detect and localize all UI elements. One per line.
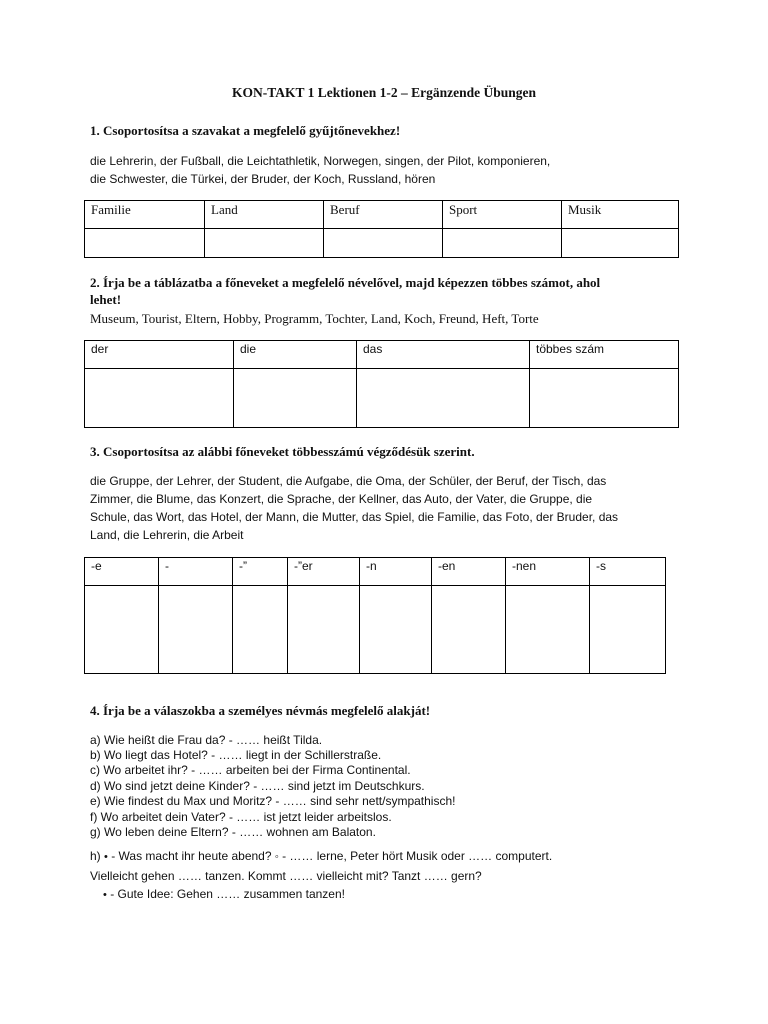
exercise-4-line-g: g) Wo leben deine Eltern? - …… wohnen am Balaton.	[90, 825, 376, 839]
ex1-col-header: Sport	[443, 201, 562, 229]
exercise-4-line-e: e) Wie findest du Max und Moritz? - …… sind sehr nett/sympathisch!	[90, 794, 456, 808]
ex3-col-header: -	[159, 558, 233, 586]
ex3-answer-cell[interactable]	[432, 586, 506, 674]
exercise-4-heading: 4. Írja be a válaszokba a személyes névmás megfelelő alakját!	[90, 703, 431, 718]
exercise-3-table	[84, 557, 666, 674]
ex1-answer-cell[interactable]	[562, 229, 679, 258]
ex3-answer-cell[interactable]	[85, 586, 159, 674]
page-title: KON-TAKT 1 Lektionen 1-2 – Ergänzende Übungen	[231, 85, 537, 100]
exercise-3-words-line-3: Schule, das Wort, das Hotel, der Mann, die Mutter, das Spiel, die Familie, das Foto, der Bruder, das	[90, 510, 619, 524]
exercise-3-words-line-4: Land, die Lehrerin, die Arbeit	[90, 528, 244, 542]
exercise-4-line-d: d) Wo sind jetzt deine Kinder? - …… sind jetzt im Deutschkurs.	[90, 779, 425, 793]
exercise-4-line-b: b) Wo liegt das Hotel? - …… liegt in der Schillerstraße.	[90, 748, 382, 762]
exercise-4-line-c: c) Wo arbeitet ihr? - …… arbeiten bei der Firma Continental.	[90, 763, 411, 777]
hollow-bullet-icon: ◦	[274, 851, 279, 863]
exercise-4-line-h-2: Vielleicht gehen …… tanzen. Kommt …… vielleicht mit? Tanzt …… gern?	[90, 869, 482, 883]
ex1-answer-cell[interactable]	[85, 229, 205, 258]
ex2-col-header: többes szám	[530, 341, 679, 369]
ex2-col-header: der	[85, 341, 234, 369]
ex3-answer-cell[interactable]	[590, 586, 666, 674]
exercise-3-words-line-2: Zimmer, die Blume, das Konzert, die Sprache, der Kellner, das Auto, der Vater, die Gruppe, die	[90, 492, 593, 506]
exercise-4-line-a: a) Wie heißt die Frau da? - …… heißt Tilda.	[90, 733, 323, 747]
ex3-col-header: -e	[85, 558, 159, 586]
ex3-answer-cell[interactable]	[360, 586, 432, 674]
dialogue-text: - Was macht ihr heute abend?	[107, 849, 275, 863]
exercise-1-words-line-1: die Lehrerin, der Fußball, die Leichtathletik, Norwegen, singen, der Pilot, komponieren,	[90, 154, 551, 168]
ex1-col-header: Familie	[85, 201, 205, 229]
item-label: h)	[90, 849, 101, 863]
exercise-4-line-h	[90, 849, 552, 866]
exercise-2-heading-line-2: lehet!	[90, 292, 122, 307]
exercise-2-words: Museum, Tourist, Eltern, Hobby, Programm, Tochter, Land, Koch, Freund, Heft, Torte	[90, 311, 539, 326]
exercise-3-words-line-1: die Gruppe, der Lehrer, der Student, die Aufgabe, die Oma, der Schüler, der Beruf, der Tisch, das	[90, 474, 607, 488]
ex2-col-header: das	[357, 341, 530, 369]
ex1-answer-cell[interactable]	[205, 229, 324, 258]
exercise-1-table	[84, 200, 679, 258]
exercise-1-words-line-2: die Schwester, die Türkei, der Bruder, der Koch, Russland, hören	[90, 172, 436, 186]
ex3-col-header: -”	[233, 558, 288, 586]
ex3-answer-cell[interactable]	[288, 586, 360, 674]
ex2-answer-cell[interactable]	[530, 369, 679, 428]
ex3-col-header: -n	[360, 558, 432, 586]
ex3-col-header: -en	[432, 558, 506, 586]
dialogue-text: - Gute Idee: Gehen …… zusammen tanzen!	[106, 887, 345, 901]
exercise-3-heading: 3. Csoportosítsa az alábbi főneveket többesszámú végződésük szerint.	[90, 444, 475, 459]
ex1-col-header: Land	[205, 201, 324, 229]
ex1-answer-cell[interactable]	[324, 229, 443, 258]
ex1-answer-cell[interactable]	[443, 229, 562, 258]
dialogue-text: - …… lerne, Peter hört Musik oder …… computert.	[278, 849, 553, 863]
ex3-answer-cell[interactable]	[506, 586, 590, 674]
ex1-col-header: Beruf	[324, 201, 443, 229]
filled-bullet-icon: •	[103, 889, 107, 901]
exercise-4-line-f: f) Wo arbeitet dein Vater? - …… ist jetzt leider arbeitslos.	[90, 810, 392, 824]
ex3-col-header: -nen	[506, 558, 590, 586]
ex2-answer-cell[interactable]	[234, 369, 357, 428]
ex3-answer-cell[interactable]	[159, 586, 233, 674]
ex3-answer-cell[interactable]	[233, 586, 288, 674]
ex1-col-header: Musik	[562, 201, 679, 229]
ex3-col-header: -”er	[288, 558, 360, 586]
exercise-2-heading-line-1: 2. Írja be a táblázatba a főneveket a megfelelő névelővel, majd képezzen többes számot, ahol	[90, 275, 601, 290]
ex3-col-header: -s	[590, 558, 666, 586]
exercise-4-line-h-3	[103, 887, 345, 904]
ex2-answer-cell[interactable]	[357, 369, 530, 428]
exercise-1-heading: 1. Csoportosítsa a szavakat a megfelelő gyűjtőnevekhez!	[90, 123, 401, 138]
filled-bullet-icon: •	[104, 851, 108, 863]
ex2-answer-cell[interactable]	[85, 369, 234, 428]
ex2-col-header: die	[234, 341, 357, 369]
exercise-2-table	[84, 340, 679, 428]
